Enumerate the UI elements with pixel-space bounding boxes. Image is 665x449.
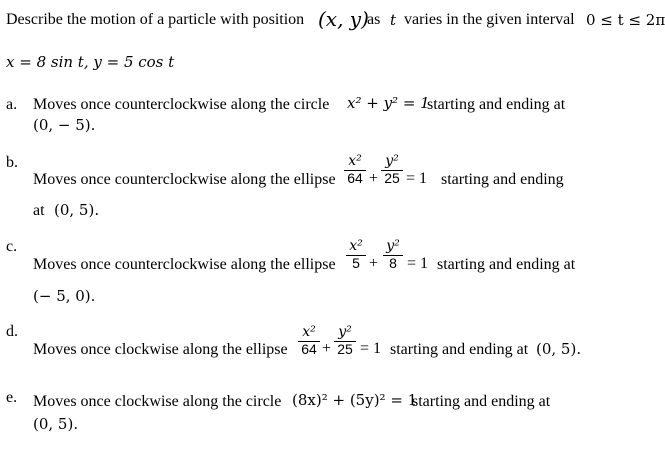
position-expression: (x, y) — [318, 7, 369, 31]
option-b-frac2-den: 25 — [384, 170, 400, 186]
option-e-tail: starting and ending at — [412, 393, 551, 410]
option-d-tail: starting and ending at — [390, 341, 529, 358]
option-d-frac1-num: x² — [302, 324, 316, 340]
option-d-plus: + — [322, 340, 332, 357]
option-e-letter: e. — [6, 389, 18, 406]
option-b-lead[interactable]: Moves once counterclockwise along the ellipse — [33, 171, 336, 188]
option-c-point: (− 5, 0). — [33, 287, 96, 305]
interval-expression: 0 ≤ t ≤ 2π — [586, 11, 665, 29]
option-d-fraction-x — [298, 323, 320, 357]
option-c-frac1-den: 5 — [352, 255, 360, 271]
option-c-frac1-num: x² — [349, 238, 363, 254]
option-e-lead[interactable]: Moves once clockwise along the circle — [33, 393, 282, 410]
option-d-letter: d. — [6, 323, 18, 340]
question-prompt: Describe the motion of a particle with position — [6, 11, 305, 28]
option-c-fraction-x — [346, 237, 366, 271]
option-c-fraction-y — [383, 237, 403, 271]
parametric-equations: x = 8 sin t, y = 5 cos t — [6, 53, 175, 71]
option-b-fraction-x — [344, 152, 366, 186]
option-c-plus: + — [369, 255, 379, 272]
option-d-frac1-den: 64 — [301, 341, 317, 357]
option-b-cont: at — [33, 202, 45, 219]
option-b-fraction-y — [381, 152, 403, 186]
option-c-tail: starting and ending at — [437, 256, 576, 273]
option-b-frac1-den: 64 — [347, 170, 363, 186]
option-b-frac1-num: x² — [348, 153, 362, 169]
option-a-equation: x² + y² = 1 — [347, 94, 430, 112]
interval-text: varies in the given interval — [404, 11, 575, 28]
option-c-letter: c. — [6, 238, 18, 255]
option-b-point: (0, 5). — [54, 201, 100, 219]
option-d-frac2-den: 25 — [337, 341, 353, 357]
option-a-tail: starting and ending at — [427, 96, 566, 113]
option-e-equation: (8x)² + (5y)² = 1 — [292, 391, 418, 409]
option-c-lead[interactable]: Moves once counterclockwise along the ellipse — [33, 256, 336, 273]
option-b-plus: + — [369, 170, 379, 187]
option-d-frac2-num: y² — [338, 324, 352, 340]
option-c-equals: = 1 — [407, 255, 429, 272]
option-a-letter: a. — [6, 96, 18, 113]
as-word: as — [367, 11, 381, 28]
option-b-frac2-num: y² — [385, 153, 399, 169]
option-e-point: (0, 5). — [33, 415, 79, 433]
option-a-point: (0, − 5). — [33, 116, 96, 134]
option-a-lead[interactable]: Moves once counterclockwise along the circle — [33, 96, 330, 113]
t-variable: t — [390, 11, 397, 29]
option-d-equals: = 1 — [360, 340, 382, 357]
option-c-frac2-den: 8 — [389, 255, 397, 271]
option-b-equals: = 1 — [406, 170, 428, 187]
option-b-letter: b. — [6, 154, 18, 171]
option-d-fraction-y — [334, 323, 356, 357]
option-d-point: (0, 5). — [536, 340, 582, 358]
option-c-frac2-num: y² — [386, 238, 400, 254]
option-d-lead[interactable]: Moves once clockwise along the ellipse — [33, 341, 288, 358]
option-b-tail: starting and ending — [441, 171, 564, 188]
